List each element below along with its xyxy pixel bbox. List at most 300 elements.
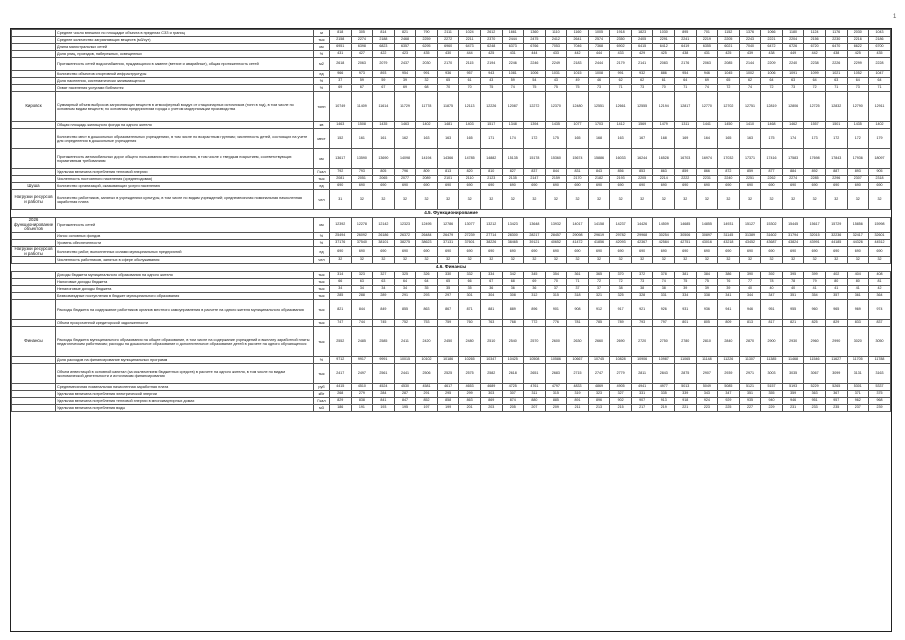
value-cell: 863: [459, 398, 481, 405]
value-cell: 449: [782, 51, 804, 58]
value-cell: 871: [459, 300, 481, 320]
value-cell: 4689: [480, 384, 502, 391]
value-cell: 31: [330, 190, 352, 210]
report-table-document: [10, 28, 892, 632]
value-cell: 63: [782, 78, 804, 85]
value-cell: 2296: [825, 176, 847, 183]
value-cell: 974: [869, 300, 891, 320]
value-cell: 841: [373, 398, 395, 405]
value-cell: 174: [782, 129, 804, 149]
table-row: [12, 286, 891, 293]
value-cell: 38275: [394, 239, 416, 246]
unit-cell: ед: [314, 246, 330, 256]
unit-cell: чел: [314, 190, 330, 210]
value-cell: 38465: [502, 239, 524, 246]
value-cell: 70: [459, 85, 481, 92]
value-cell: 690: [459, 183, 481, 190]
value-cell: 15998: [869, 218, 891, 233]
value-cell: 32: [394, 190, 416, 210]
value-cell: 12555: [631, 92, 653, 122]
value-cell: 855: [394, 300, 416, 320]
value-cell: 62: [631, 78, 653, 85]
value-cell: 209: [545, 405, 567, 412]
value-cell: 40: [782, 286, 804, 293]
value-cell: 69: [524, 279, 546, 286]
value-cell: 38101: [373, 239, 395, 246]
indicator-cell: Среднее число внешних по площадке объекта в пределах СЗЗ и границ: [56, 30, 314, 37]
value-cell: 1124: [804, 30, 826, 37]
value-cell: 327: [610, 391, 632, 398]
value-cell: 690: [588, 183, 610, 190]
value-cell: 926: [653, 300, 675, 320]
value-cell: 2441: [394, 364, 416, 384]
value-cell: 690: [782, 183, 804, 190]
value-cell: 34: [330, 286, 352, 293]
value-cell: 690: [825, 183, 847, 190]
value-cell: 32: [761, 190, 783, 210]
table-row: [12, 364, 891, 384]
value-cell: 429: [631, 51, 653, 58]
value-cell: 2299: [847, 58, 869, 71]
group-cell: Нагрузки ресурсов и работы: [12, 246, 56, 256]
value-cell: 813: [437, 169, 459, 176]
value-cell: 690: [653, 246, 675, 256]
value-cell: 837: [524, 169, 546, 176]
value-cell: 2875: [675, 364, 697, 384]
value-cell: 793: [351, 169, 373, 176]
value-cell: 323: [351, 272, 373, 279]
value-cell: 32: [480, 190, 502, 210]
value-cell: 17371: [739, 149, 761, 169]
value-cell: 32: [459, 190, 481, 210]
unit-cell: %: [314, 232, 330, 239]
value-cell: 213: [588, 405, 610, 412]
value-cell: 70: [653, 85, 675, 92]
value-cell: 345: [524, 272, 546, 279]
value-cell: 4905: [610, 384, 632, 391]
value-cell: 431: [696, 51, 718, 58]
value-cell: 332: [459, 272, 481, 279]
value-cell: 305: [351, 30, 373, 37]
value-cell: 1441: [696, 122, 718, 129]
value-cell: 18097: [869, 149, 891, 169]
value-cell: 342: [502, 272, 524, 279]
value-cell: 381: [675, 272, 697, 279]
value-cell: 3020: [847, 327, 869, 357]
value-cell: 12278: [351, 218, 373, 233]
value-cell: 72: [761, 85, 783, 92]
value-cell: 1081: [502, 71, 524, 78]
value-cell: 690: [545, 246, 567, 256]
value-cell: 2412: [545, 37, 567, 44]
value-cell: 2156: [804, 37, 826, 44]
value-cell: 67: [373, 85, 395, 92]
value-cell: 4797: [545, 384, 567, 391]
table-row: [12, 384, 891, 391]
value-cell: 11148: [696, 357, 718, 364]
value-cell: 199: [437, 405, 459, 412]
value-cell: 2159: [545, 176, 567, 183]
value-cell: 932: [631, 71, 653, 78]
value-cell: 335: [653, 391, 675, 398]
group-cell: [12, 398, 56, 405]
value-cell: 12495: [416, 218, 438, 233]
table-row: [12, 149, 891, 169]
value-cell: 32: [330, 257, 352, 264]
value-cell: 690: [610, 183, 632, 190]
value-cell: 943: [480, 71, 502, 78]
value-cell: 946: [739, 300, 761, 320]
value-cell: 331: [631, 391, 653, 398]
value-cell: 901: [545, 300, 567, 320]
value-cell: 75: [524, 85, 546, 92]
value-cell: 1110: [545, 30, 567, 37]
value-cell: 293: [416, 293, 438, 300]
value-cell: 4761: [524, 384, 546, 391]
value-cell: 690: [782, 246, 804, 256]
value-cell: 32: [545, 257, 567, 264]
value-cell: 2318: [869, 176, 891, 183]
value-cell: 690: [804, 246, 826, 256]
value-cell: 1030: [653, 30, 675, 37]
value-cell: 929: [718, 398, 740, 405]
value-cell: 2240: [718, 176, 740, 183]
value-cell: 328: [631, 293, 653, 300]
value-cell: 71: [825, 85, 847, 92]
value-cell: 43016: [696, 239, 718, 246]
value-cell: 34: [394, 286, 416, 293]
value-cell: 16528: [653, 149, 675, 169]
value-cell: 61: [653, 78, 675, 85]
value-cell: 7046: [567, 44, 589, 51]
value-cell: 6472: [761, 44, 783, 51]
value-cell: 36: [480, 286, 502, 293]
value-cell: 37131: [437, 239, 459, 246]
value-cell: 34: [373, 286, 395, 293]
value-cell: 1021: [825, 71, 847, 78]
value-cell: 2810: [696, 327, 718, 357]
value-cell: 821: [330, 300, 352, 320]
value-cell: 12551: [588, 92, 610, 122]
value-cell: 186: [330, 405, 352, 412]
value-cell: 969: [847, 300, 869, 320]
value-cell: 13617: [330, 149, 352, 169]
value-cell: 41: [847, 286, 869, 293]
value-cell: 69: [696, 78, 718, 85]
value-cell: 14882: [480, 149, 502, 169]
unit-cell: м2: [314, 58, 330, 71]
value-cell: 4510: [351, 384, 373, 391]
value-cell: 690: [739, 183, 761, 190]
value-cell: 1479: [653, 122, 675, 129]
unit-cell: км: [314, 218, 330, 233]
value-cell: 813: [739, 320, 761, 327]
value-cell: 2231: [696, 176, 718, 183]
value-cell: 5121: [739, 384, 761, 391]
value-cell: 172: [825, 129, 847, 149]
value-cell: 32: [524, 257, 546, 264]
table-row: [12, 71, 891, 78]
value-cell: 40652: [545, 239, 567, 246]
value-cell: 2205: [631, 176, 653, 183]
value-cell: 39: [696, 286, 718, 293]
value-cell: 13077: [459, 218, 481, 233]
value-cell: 390: [739, 272, 761, 279]
value-cell: 3163: [869, 364, 891, 384]
value-cell: 211: [567, 405, 589, 412]
value-cell: 957: [825, 398, 847, 405]
unit-cell: тыс: [314, 37, 330, 44]
group-cell: [12, 320, 56, 327]
value-cell: 886: [653, 71, 675, 78]
value-cell: 2170: [437, 58, 459, 71]
value-cell: 32: [631, 257, 653, 264]
value-cell: 12806: [782, 92, 804, 122]
value-cell: 287: [394, 391, 416, 398]
value-cell: 1557: [804, 122, 826, 129]
value-cell: 37176: [330, 239, 352, 246]
value-cell: 690: [869, 246, 891, 256]
value-cell: 954: [394, 71, 416, 78]
value-cell: 11875: [437, 92, 459, 122]
value-cell: 17583: [782, 149, 804, 169]
value-cell: 960: [804, 300, 826, 320]
indicator-cell: Численность постоянного населения (среднегодовая): [56, 176, 314, 183]
value-cell: 161: [373, 129, 395, 149]
value-cell: 866: [696, 169, 718, 176]
value-cell: 37: [588, 286, 610, 293]
value-cell: 27239: [459, 232, 481, 239]
value-cell: 165: [567, 129, 589, 149]
value-cell: 35: [416, 286, 438, 293]
value-cell: 5193: [782, 384, 804, 391]
value-cell: 2123: [480, 176, 502, 183]
unit-cell: тыс: [314, 300, 330, 320]
value-cell: 690: [653, 183, 675, 190]
value-cell: 43687: [761, 239, 783, 246]
value-cell: 40: [761, 286, 783, 293]
value-cell: 12142: [373, 218, 395, 233]
value-cell: 2618: [330, 58, 352, 71]
indicator-table: [11, 29, 891, 412]
value-cell: 442: [567, 51, 589, 58]
value-cell: 32: [610, 257, 632, 264]
value-cell: 351: [739, 391, 761, 398]
value-cell: 195: [394, 405, 416, 412]
value-cell: 30897: [696, 232, 718, 239]
value-cell: 32: [373, 190, 395, 210]
value-cell: 2182: [588, 176, 610, 183]
value-cell: 690: [739, 246, 761, 256]
value-cell: 229: [761, 405, 783, 412]
value-cell: 172: [524, 129, 546, 149]
value-cell: 2170: [567, 176, 589, 183]
value-cell: 690: [330, 246, 352, 256]
value-cell: 2437: [394, 58, 416, 71]
value-cell: 4617: [437, 384, 459, 391]
value-cell: 64: [804, 78, 826, 85]
value-cell: 1435: [373, 122, 395, 129]
table-row: [12, 129, 891, 149]
value-cell: 14237: [610, 218, 632, 233]
value-cell: 11729: [394, 92, 416, 122]
value-cell: 1091: [782, 71, 804, 78]
unit-cell: тыс: [314, 286, 330, 293]
value-cell: 307: [502, 391, 524, 398]
indicator-cell: Протяженность автомобильных дорог общего пользования местного значения, в том числе с твердым покрытием, соответствующих нормативным требованиям: [56, 149, 314, 169]
value-cell: 891: [567, 398, 589, 405]
value-cell: 14685: [675, 218, 697, 233]
value-cell: 2221: [761, 37, 783, 44]
value-cell: 833: [847, 320, 869, 327]
group-cell: [12, 30, 56, 37]
unit-cell: руб: [314, 384, 330, 391]
value-cell: 6398: [351, 44, 373, 51]
value-cell: 435: [869, 51, 891, 58]
value-cell: 70: [545, 279, 567, 286]
value-cell: 334: [675, 293, 697, 300]
value-cell: 2135: [502, 176, 524, 183]
unit-cell: тонн: [314, 92, 330, 122]
value-cell: 5085: [718, 384, 740, 391]
value-cell: 323: [588, 391, 610, 398]
value-cell: 2246: [502, 58, 524, 71]
value-cell: 2193: [610, 176, 632, 183]
indicator-cell: Количество работ, выполненных силами муниципальных предприятий: [56, 246, 314, 256]
value-cell: 849: [373, 300, 395, 320]
value-cell: 1077: [567, 122, 589, 129]
value-cell: 28457: [545, 232, 567, 239]
indicator-cell: Длина магистральных сетей: [56, 44, 314, 51]
value-cell: 2030: [847, 30, 869, 37]
value-cell: 2147: [524, 176, 546, 183]
value-cell: 11385: [761, 357, 783, 364]
value-cell: 62: [610, 78, 632, 85]
value-cell: 820: [459, 169, 481, 176]
indicator-cell: Налоговые доходы бюджета: [56, 279, 314, 286]
value-cell: 825: [804, 320, 826, 327]
value-cell: 2228: [869, 58, 891, 71]
value-cell: 32: [524, 190, 546, 210]
value-cell: 690: [351, 246, 373, 256]
value-cell: 46: [588, 78, 610, 85]
value-cell: 312: [524, 293, 546, 300]
value-cell: 2211: [459, 37, 481, 44]
value-cell: 2144: [739, 58, 761, 71]
unit-cell: тыс: [314, 176, 330, 183]
value-cell: 2907: [696, 364, 718, 384]
value-cell: 311: [524, 391, 546, 398]
value-cell: 43218: [718, 239, 740, 246]
value-cell: 10828: [610, 357, 632, 364]
value-cell: 9712: [330, 357, 352, 364]
value-cell: 965: [825, 300, 847, 320]
value-cell: 858: [437, 398, 459, 405]
value-cell: 12911: [869, 92, 891, 122]
value-cell: 690: [610, 246, 632, 256]
value-cell: 227: [739, 405, 761, 412]
value-cell: 895: [675, 30, 697, 37]
value-cell: 291: [394, 293, 416, 300]
value-cell: 14931: [718, 218, 740, 233]
value-cell: 2238: [804, 58, 826, 71]
indicator-cell: Доля улиц, проездов, набережных, освещенных: [56, 51, 314, 58]
value-cell: 4977: [653, 384, 675, 391]
value-cell: 789: [610, 320, 632, 327]
value-cell: 15178: [524, 149, 546, 169]
value-cell: 444: [524, 51, 546, 58]
value-cell: 14509: [653, 218, 675, 233]
value-cell: 32: [610, 190, 632, 210]
value-cell: 2230: [825, 37, 847, 44]
value-cell: 72: [610, 279, 632, 286]
value-cell: 2475: [524, 37, 546, 44]
value-cell: 39: [718, 286, 740, 293]
value-cell: 2141: [631, 58, 653, 71]
value-cell: 1410: [739, 122, 761, 129]
value-cell: 991: [610, 71, 632, 78]
value-cell: 2083: [653, 58, 675, 71]
table-row: [12, 30, 891, 37]
value-cell: 2251: [739, 176, 761, 183]
value-cell: 422: [373, 51, 395, 58]
value-cell: 75: [545, 85, 567, 92]
value-cell: 288: [351, 293, 373, 300]
value-cell: 10425: [502, 357, 524, 364]
value-cell: 1463: [330, 122, 352, 129]
value-cell: 690: [761, 183, 783, 190]
value-cell: 951: [761, 300, 783, 320]
value-cell: 874: [502, 398, 524, 405]
value-cell: 10347: [480, 357, 502, 364]
value-cell: 690: [631, 246, 653, 256]
value-cell: 12819: [761, 92, 783, 122]
value-cell: 15445: [782, 218, 804, 233]
value-cell: 11546: [804, 357, 826, 364]
value-cell: 6700: [869, 44, 891, 51]
value-cell: 42: [869, 286, 891, 293]
value-cell: 71: [567, 279, 589, 286]
value-cell: 2561: [373, 364, 395, 384]
value-cell: 1008: [588, 71, 610, 78]
value-cell: 852: [416, 398, 438, 405]
indicator-cell: Количество работников, занятых в учреждениях культуры, в том числе по видам учреждений; среднемесячная номинальная начисленная заработная плата: [56, 190, 314, 210]
value-cell: 314: [330, 272, 352, 279]
value-cell: 2272: [437, 37, 459, 44]
unit-cell: км: [314, 149, 330, 169]
value-cell: 32: [718, 257, 740, 264]
value-cell: 805: [696, 320, 718, 327]
value-cell: 175: [545, 129, 567, 149]
table-row: [12, 246, 891, 256]
value-cell: 1508: [351, 122, 373, 129]
value-cell: 912: [588, 300, 610, 320]
value-cell: 13648: [524, 218, 546, 233]
value-cell: 2246: [524, 58, 546, 71]
indicator-cell: Удельная величина потребления тепловой энергии в многоквартирных домах: [56, 398, 314, 405]
value-cell: 801: [675, 320, 697, 327]
value-cell: 32: [437, 257, 459, 264]
value-cell: 1517: [480, 122, 502, 129]
value-cell: 896: [588, 398, 610, 405]
table-row: [12, 279, 891, 286]
value-cell: 2081: [330, 176, 352, 183]
value-cell: 35: [459, 286, 481, 293]
value-cell: 444: [588, 51, 610, 58]
value-cell: 12194: [653, 92, 675, 122]
value-cell: 690: [502, 246, 524, 256]
value-cell: 1569: [631, 122, 653, 129]
